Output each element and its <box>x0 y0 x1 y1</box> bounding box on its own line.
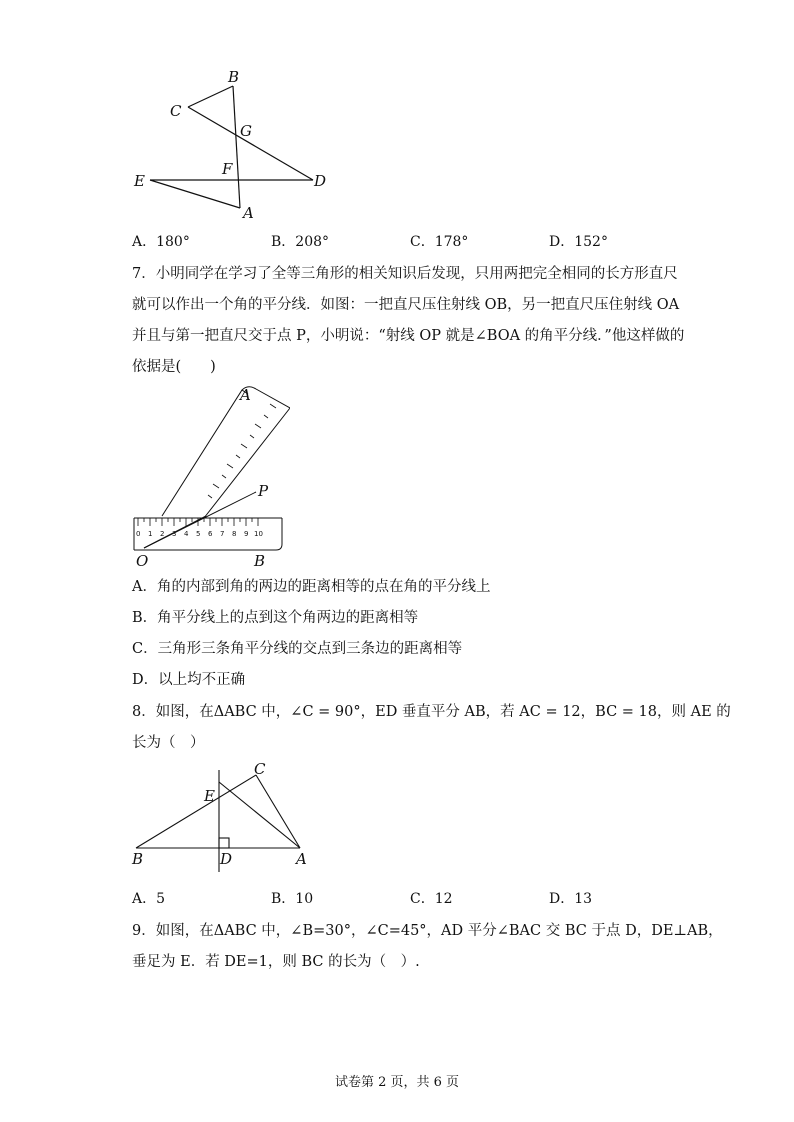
fig6-label-g: G <box>240 122 252 140</box>
q7-line-4: 依据是( ) <box>132 359 216 375</box>
q6-option-a[interactable]: A．180° <box>132 234 190 250</box>
q7-tick-7: 7 <box>220 530 225 538</box>
q7-line-2: 就可以作出一个角的平分线．如图：一把直尺压住射线 OB，另一把直尺压住射线 OA <box>132 297 680 313</box>
fig6-label-e: E <box>134 172 145 190</box>
q7-line-3: 并且与第一把直尺交于点 P，小明说：“射线 OP 就是∠BOA 的角平分线．”他这样做的 <box>132 328 685 344</box>
q8-label-a: A <box>296 850 307 868</box>
q7-tick-3: 3 <box>172 530 177 538</box>
q6-option-d[interactable]: D．152° <box>549 234 608 250</box>
q8-label-c: C <box>254 760 266 778</box>
q7-label-a: A <box>240 386 251 404</box>
q6-option-c[interactable]: C．178° <box>410 234 469 250</box>
fig6-label-a: A <box>243 204 254 222</box>
q8-option-d[interactable]: D．13 <box>549 891 593 907</box>
q7-label-p: P <box>258 482 269 500</box>
q8-label-d: D <box>220 850 233 868</box>
q8-label-b: B <box>132 850 144 868</box>
q6-option-b[interactable]: B．208° <box>271 234 330 250</box>
q7-option-c[interactable]: C．三角形三条角平分线的交点到三条边的距离相等 <box>132 641 463 657</box>
q8-option-a[interactable]: A．5 <box>132 891 166 907</box>
q7-option-a[interactable]: A．角的内部到角的两边的距离相等的点在角的平分线上 <box>132 579 491 595</box>
page-footer: 试卷第 2 页，共 6 页 <box>334 1075 460 1090</box>
q8-line-1: 8．如图，在ΔABC 中，∠C = 90°，ED 垂直平分 AB，若 AC = 12，BC = 18，则 AE 的 <box>132 704 731 720</box>
q8-option-c[interactable]: C．12 <box>410 891 453 907</box>
fig6-label-c: C <box>170 102 182 120</box>
q8-option-b[interactable]: B．10 <box>271 891 314 907</box>
q7-tick-2: 2 <box>160 530 165 538</box>
q7-label-o: O <box>136 552 149 570</box>
q7-option-b[interactable]: B．角平分线上的点到这个角两边的距离相等 <box>132 610 419 626</box>
q7-tick-1: 1 <box>148 530 153 538</box>
fig6-label-b: B <box>228 68 240 86</box>
q7-tick-5: 5 <box>196 530 201 538</box>
q7-label-b: B <box>254 552 266 570</box>
fig6-label-f: F <box>222 160 233 178</box>
q7-tick-6: 6 <box>208 530 213 538</box>
q7-ruler-ticks <box>138 518 258 526</box>
q8-label-e: E <box>204 787 215 805</box>
q7-line-1: 7．小明同学在学习了全等三角形的相关知识后发现，只用两把完全相同的长方形直尺 <box>132 266 678 282</box>
q9-line-1: 9．如图，在ΔABC 中，∠B=30°，∠C=45°，AD 平分∠BAC 交 BC 于点 D，DE⊥AB， <box>132 923 723 939</box>
q7-tick-0: 0 <box>136 530 141 538</box>
q7-tick-8: 8 <box>232 530 237 538</box>
q6-figure <box>130 62 340 222</box>
q7-option-d[interactable]: D．以上均不正确 <box>132 672 246 688</box>
q7-ruler-figure <box>130 380 290 570</box>
q7-tick-10: 10 <box>254 530 263 538</box>
q8-line-2: 长为（ ） <box>132 735 205 751</box>
q7-tick-9: 9 <box>244 530 249 538</box>
q7-tick-4: 4 <box>184 530 189 538</box>
q9-line-2: 垂足为 E．若 DE=1，则 BC 的长为（ ）. <box>132 954 420 970</box>
fig6-label-d: D <box>314 172 327 190</box>
q8-triangle-figure <box>130 760 320 880</box>
